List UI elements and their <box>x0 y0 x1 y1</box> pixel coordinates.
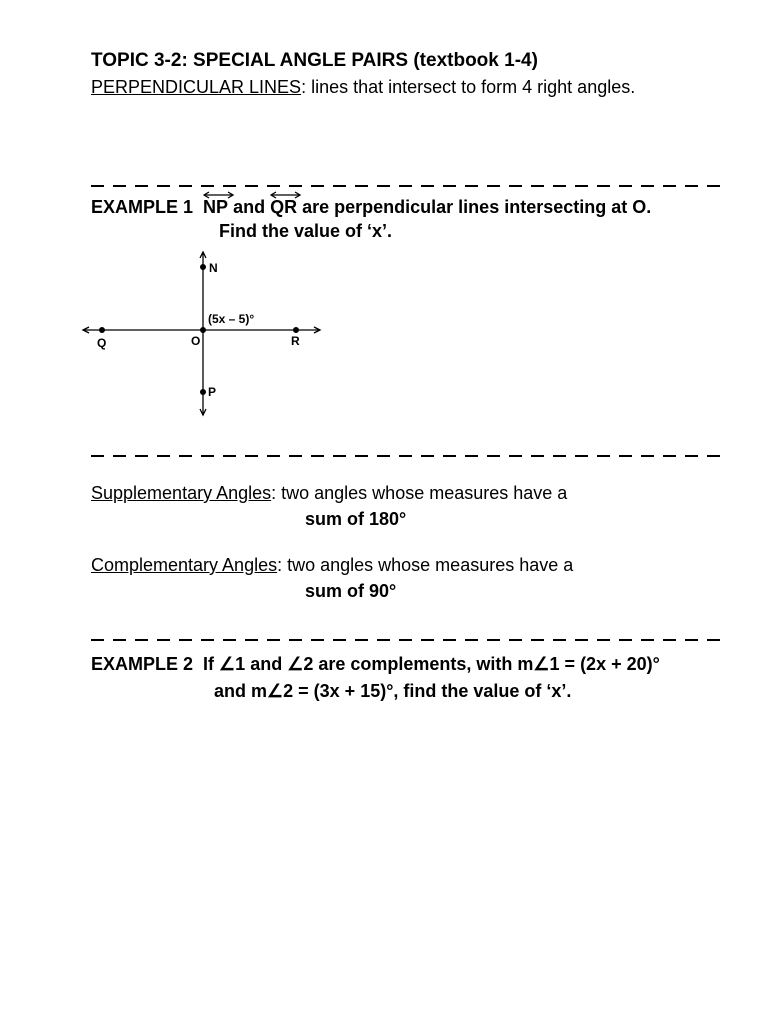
line-np <box>203 197 228 218</box>
complementary-term: Complementary Angles <box>91 555 278 575</box>
point-o-label: O <box>191 334 201 348</box>
dashed-divider <box>91 639 723 641</box>
complementary-sum: sum of 90° <box>305 581 397 601</box>
supplementary-term: Supplementary Angles <box>91 483 272 503</box>
perpendicular-definition <box>91 77 635 98</box>
page-title: TOPIC 3-2: SPECIAL ANGLE PAIRS (textbook 1-4) <box>91 50 538 71</box>
point-p-dot <box>200 389 206 395</box>
supplementary-definition <box>91 483 567 504</box>
perpendicular-lines-diagram <box>80 250 330 420</box>
dashed-divider <box>91 185 723 187</box>
line-np-label: NP <box>203 197 229 217</box>
example1-prompt <box>91 197 651 218</box>
point-n-dot <box>200 264 206 270</box>
example2-line2: and m∠2 = (3x + 15)°, find the value of ‘x’. <box>214 681 572 701</box>
example1-question: Find the value of ‘x’. <box>219 221 393 241</box>
complementary-definition-text: : two angles whose measures have a <box>277 555 574 575</box>
point-q-dot <box>99 327 105 333</box>
example2-label: EXAMPLE 2 <box>91 654 194 674</box>
point-r-label: R <box>291 334 300 348</box>
example1-joiner: and <box>233 197 266 217</box>
example2-prompt <box>91 654 660 675</box>
example1-label: EXAMPLE 1 <box>91 197 194 217</box>
line-arrow-icon <box>203 191 237 199</box>
point-q-label: Q <box>97 336 107 350</box>
line-qr <box>270 197 297 218</box>
point-n-label: N <box>209 261 218 275</box>
perpendicular-term: PERPENDICULAR LINES <box>91 77 302 97</box>
example2-line1: If ∠1 and ∠2 are complements, with m∠1 = (2x + 20)° <box>203 654 660 674</box>
line-arrow-icon <box>270 191 304 199</box>
example1-rest: are perpendicular lines intersecting at O. <box>302 197 652 217</box>
supplementary-sum: sum of 180° <box>305 509 407 529</box>
dashed-divider <box>91 455 723 457</box>
angle-label: (5x – 5)° <box>208 312 255 326</box>
point-p-label: P <box>208 385 217 399</box>
supplementary-definition-text: : two angles whose measures have a <box>271 483 568 503</box>
point-o-dot <box>200 327 206 333</box>
point-r-dot <box>293 327 299 333</box>
complementary-definition <box>91 555 573 576</box>
perpendicular-definition-text: : lines that intersect to form 4 right angles. <box>301 77 636 97</box>
line-qr-label: QR <box>270 197 298 217</box>
